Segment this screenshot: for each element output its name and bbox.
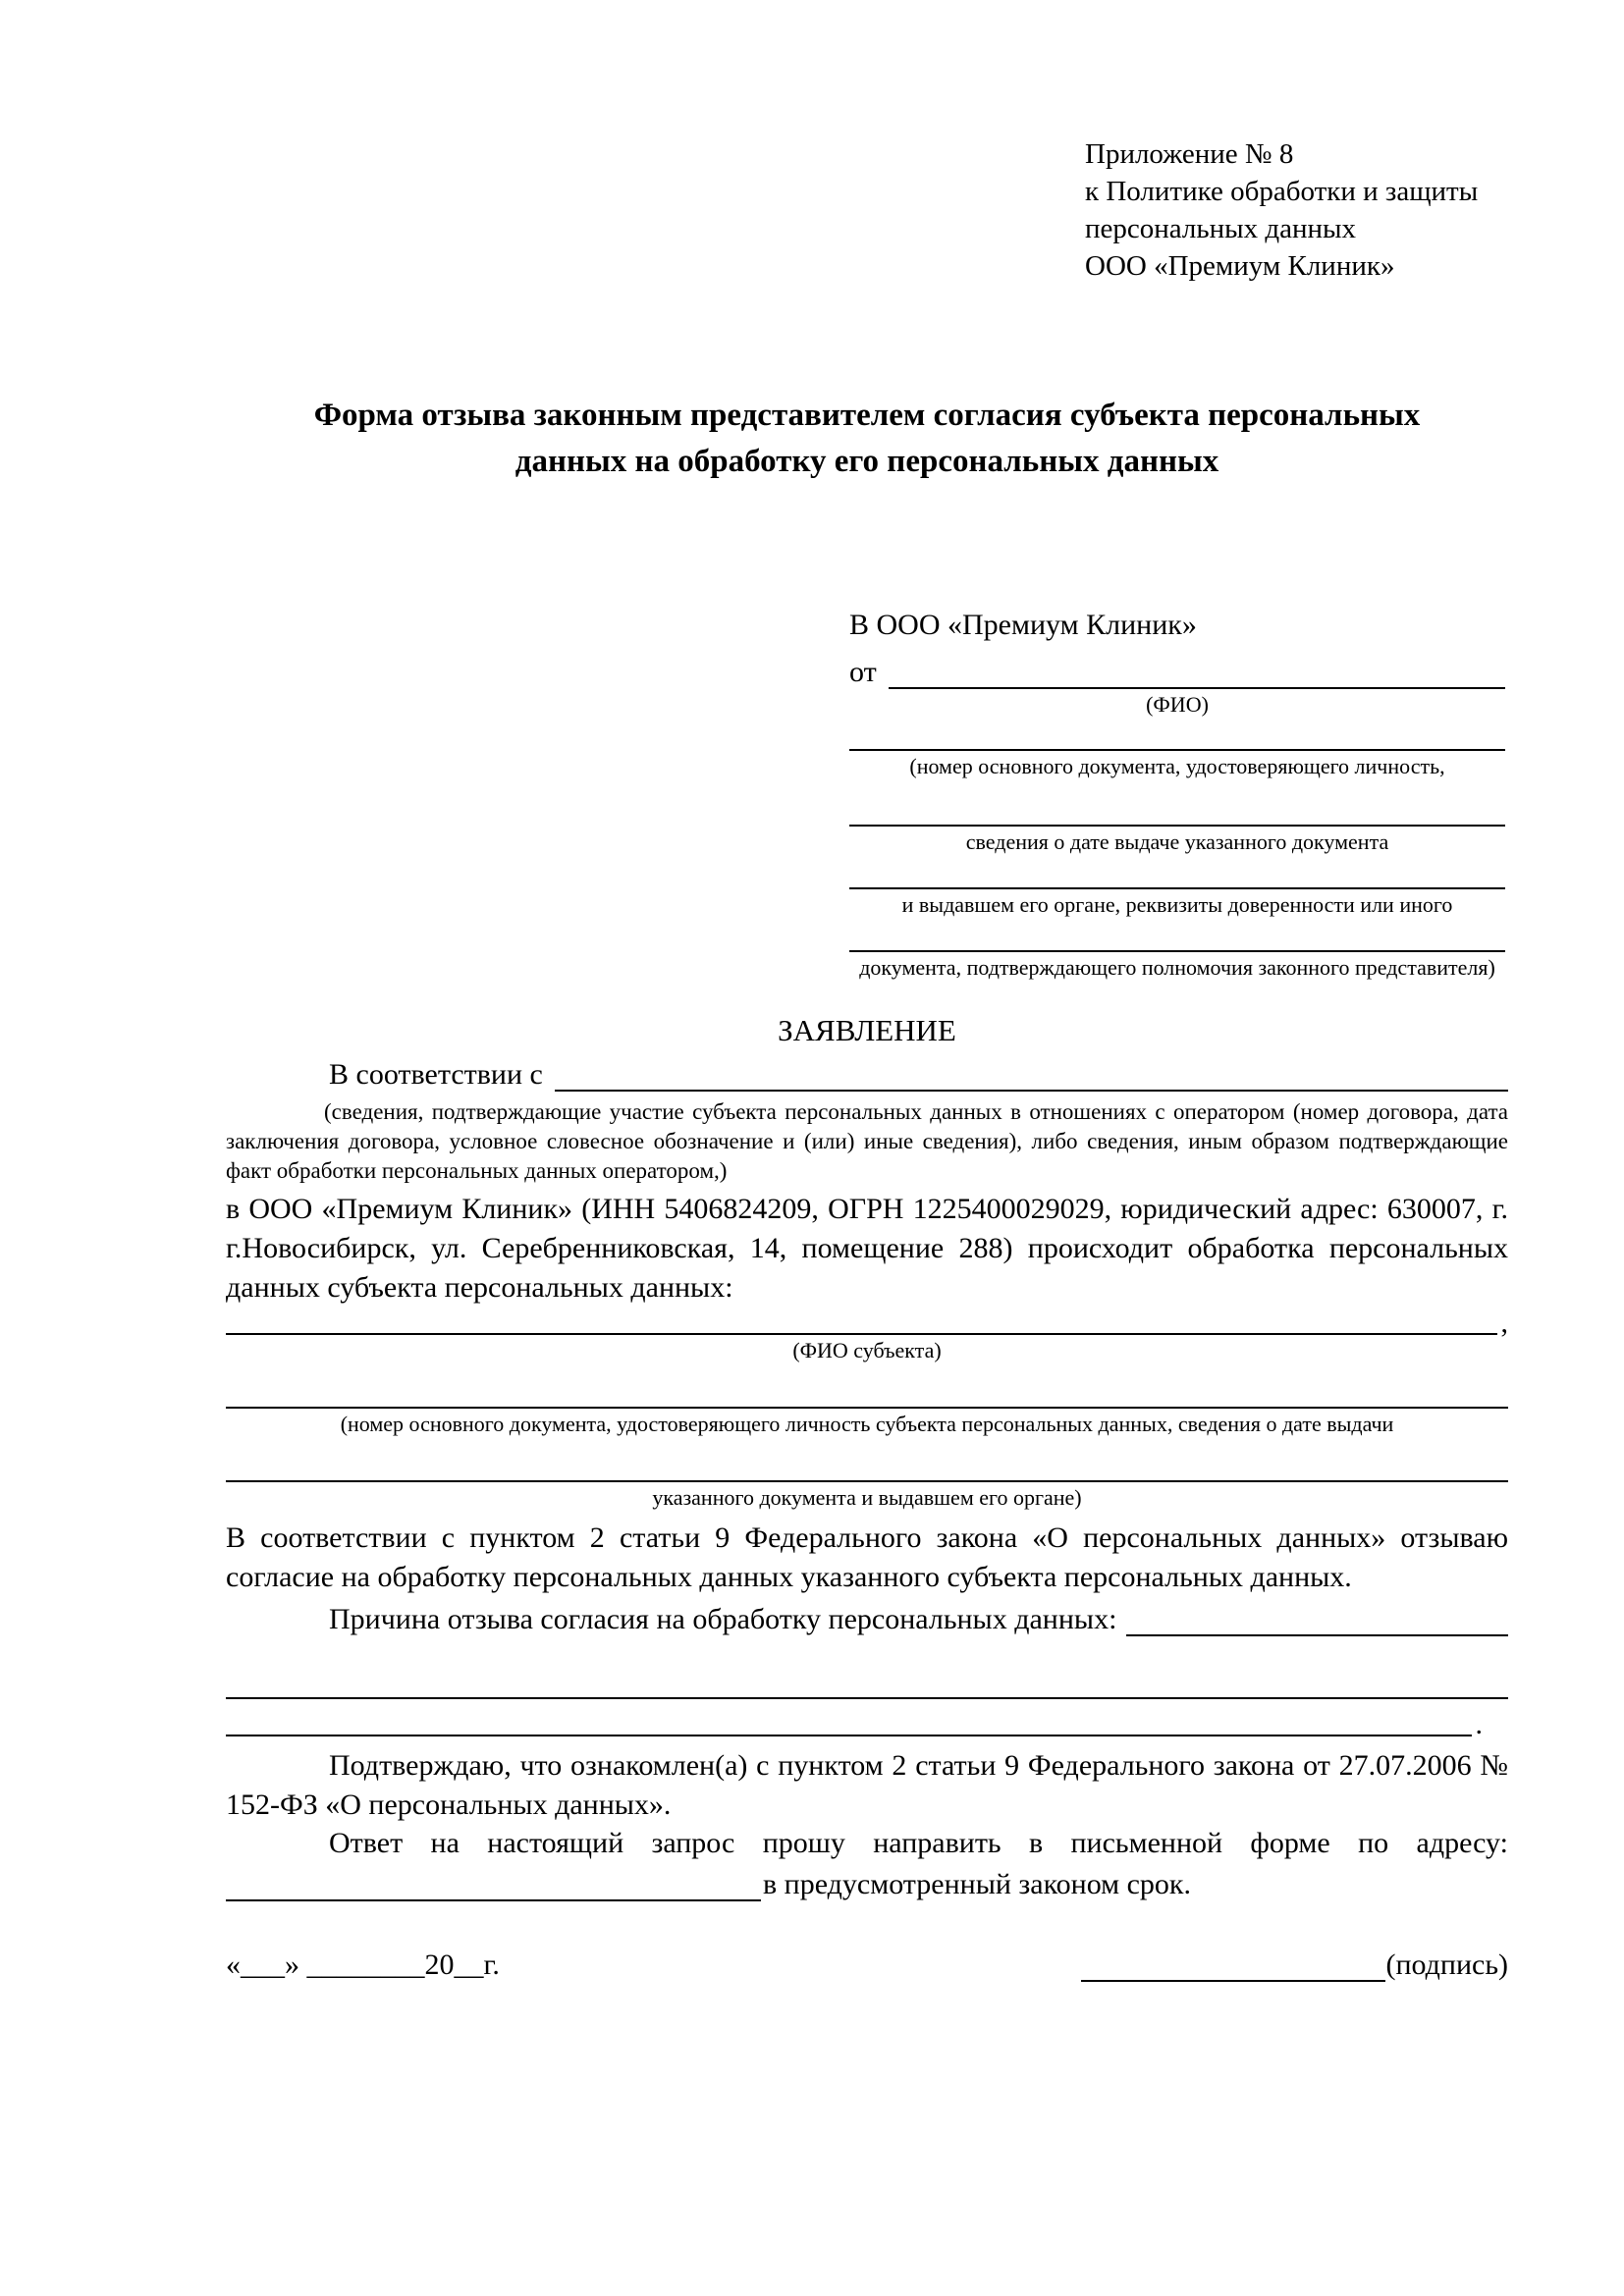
reason-trailing-period: .	[1475, 1708, 1483, 1740]
reply-prefix: Ответ на настоящий запрос прошу направить в письменной форме по адресу:	[329, 1827, 1508, 1859]
addressee-to: В ООО «Премиум Клиник»	[849, 609, 1197, 641]
reason-row	[226, 1597, 1508, 1636]
confirm-paragraph: Подтверждаю, что ознакомлен(а) с пунктом 2 статьи 9 Федерального закона от 27.07.2006 № 152-ФЗ «О персональных данных».	[226, 1749, 1508, 1821]
annex-policy-line1: к Политике обработки и защиты	[1085, 176, 1479, 207]
annex-company: ООО «Премиум Клиник»	[1085, 250, 1395, 282]
signature-field-line	[1081, 1949, 1385, 1982]
statement-heading: ЗАЯВЛЕНИЕ	[778, 1013, 956, 1047]
withdraw-paragraph: В соответствии с пунктом 2 статьи 9 Федерального закона «О персональных данных» отзываю согласие на обработку персональных данных указанного субъекта персональных данных.	[226, 1522, 1508, 1593]
intro-note: (сведения, подтверждающие участие субъекта персональных данных в отношениях с оператором (номер договора, дата заключения договора, условное словесное обозначение и (или) иные сведения), либо сведения, иным образом подтверждающие факт обработки персональных данных оператором,)	[226, 1099, 1508, 1183]
signature-group	[1081, 1949, 1508, 1982]
reason-blank-line-1	[226, 1676, 1508, 1699]
doc-field-group-2	[849, 803, 1505, 855]
doc-field-group-4	[849, 929, 1505, 981]
reason-blank-line-2	[226, 1735, 1472, 1736]
fio-caption: (ФИО)	[1146, 692, 1209, 717]
from-field-line	[889, 652, 1505, 689]
doc-authority-caption: и выдавшем его органе, реквизиты доверенности или иного	[901, 892, 1453, 917]
doc-field-group-3	[849, 866, 1505, 918]
from-row	[849, 644, 1505, 689]
signature-caption: (подпись)	[1385, 1949, 1508, 1981]
reply-address-field-line	[226, 1868, 761, 1901]
from-label: от	[849, 656, 877, 688]
subject-fio-caption: (ФИО субъекта)	[792, 1338, 942, 1362]
reason-blank-row-2	[226, 1708, 1483, 1740]
reason-field-line	[1126, 1605, 1508, 1636]
operator-paragraph: в ООО «Премиум Клиник» (ИНН 5406824209, ОГРН 1225400029029, юридический адрес: 630007, г. г.Новосибирск, ул. Серебренниковская, 14, помещение 288) происходит обработка персональных данных субъекта персональных данных:	[226, 1193, 1508, 1304]
date-line: «___» ________20__г.	[226, 1949, 500, 1981]
subject-fio-comma: ,	[1500, 1307, 1508, 1339]
doc-authority-field-line	[849, 866, 1505, 889]
doc-issue-date-field-line	[849, 803, 1505, 827]
doc-powers-caption: документа, подтверждающего полномочия законного представителя)	[859, 955, 1495, 980]
subject-doc-field-line-2	[226, 1459, 1508, 1482]
reason-prefix: Причина отзыва согласия на обработку персональных данных:	[329, 1603, 1117, 1635]
statement-body	[226, 1011, 1508, 1901]
subject-doc-caption-2: указанного документа и выдавшем его органе)	[652, 1485, 1082, 1510]
intro-field-line	[555, 1060, 1508, 1092]
doc-number-caption: (номер основного документа, удостоверяющего личность,	[909, 754, 1445, 778]
annex-number: Приложение № 8	[1085, 138, 1294, 170]
doc-number-field-line	[849, 727, 1505, 751]
document-title-block	[226, 393, 1508, 485]
intro-prefix: В соответствии с	[329, 1058, 543, 1091]
reply-suffix: в предусмотренный законом срок.	[763, 1868, 1191, 1900]
subject-fio-row	[226, 1307, 1508, 1339]
doc-issue-date-caption: сведения о дате выдаче указанного документа	[965, 829, 1389, 854]
subject-doc-field-line	[226, 1385, 1508, 1409]
document-title: Форма отзыва законным представителем согласия субъекта персональных данных на обработку его персональных данных	[313, 398, 1421, 479]
subject-fio-field-line	[226, 1333, 1497, 1335]
annex-header	[1085, 135, 1478, 285]
intro-row	[226, 1054, 1508, 1092]
doc-powers-field-line	[849, 929, 1505, 952]
doc-field-group-1	[849, 727, 1505, 779]
annex-policy-line2: персональных данных	[1085, 213, 1357, 244]
footer-row	[226, 1949, 1508, 1982]
reply-row	[226, 1860, 1508, 1901]
addressee-block	[849, 607, 1505, 981]
subject-doc-caption-1: (номер основного документа, удостоверяющего личность субъекта персональных данных, сведения о дате выдачи	[340, 1412, 1394, 1436]
